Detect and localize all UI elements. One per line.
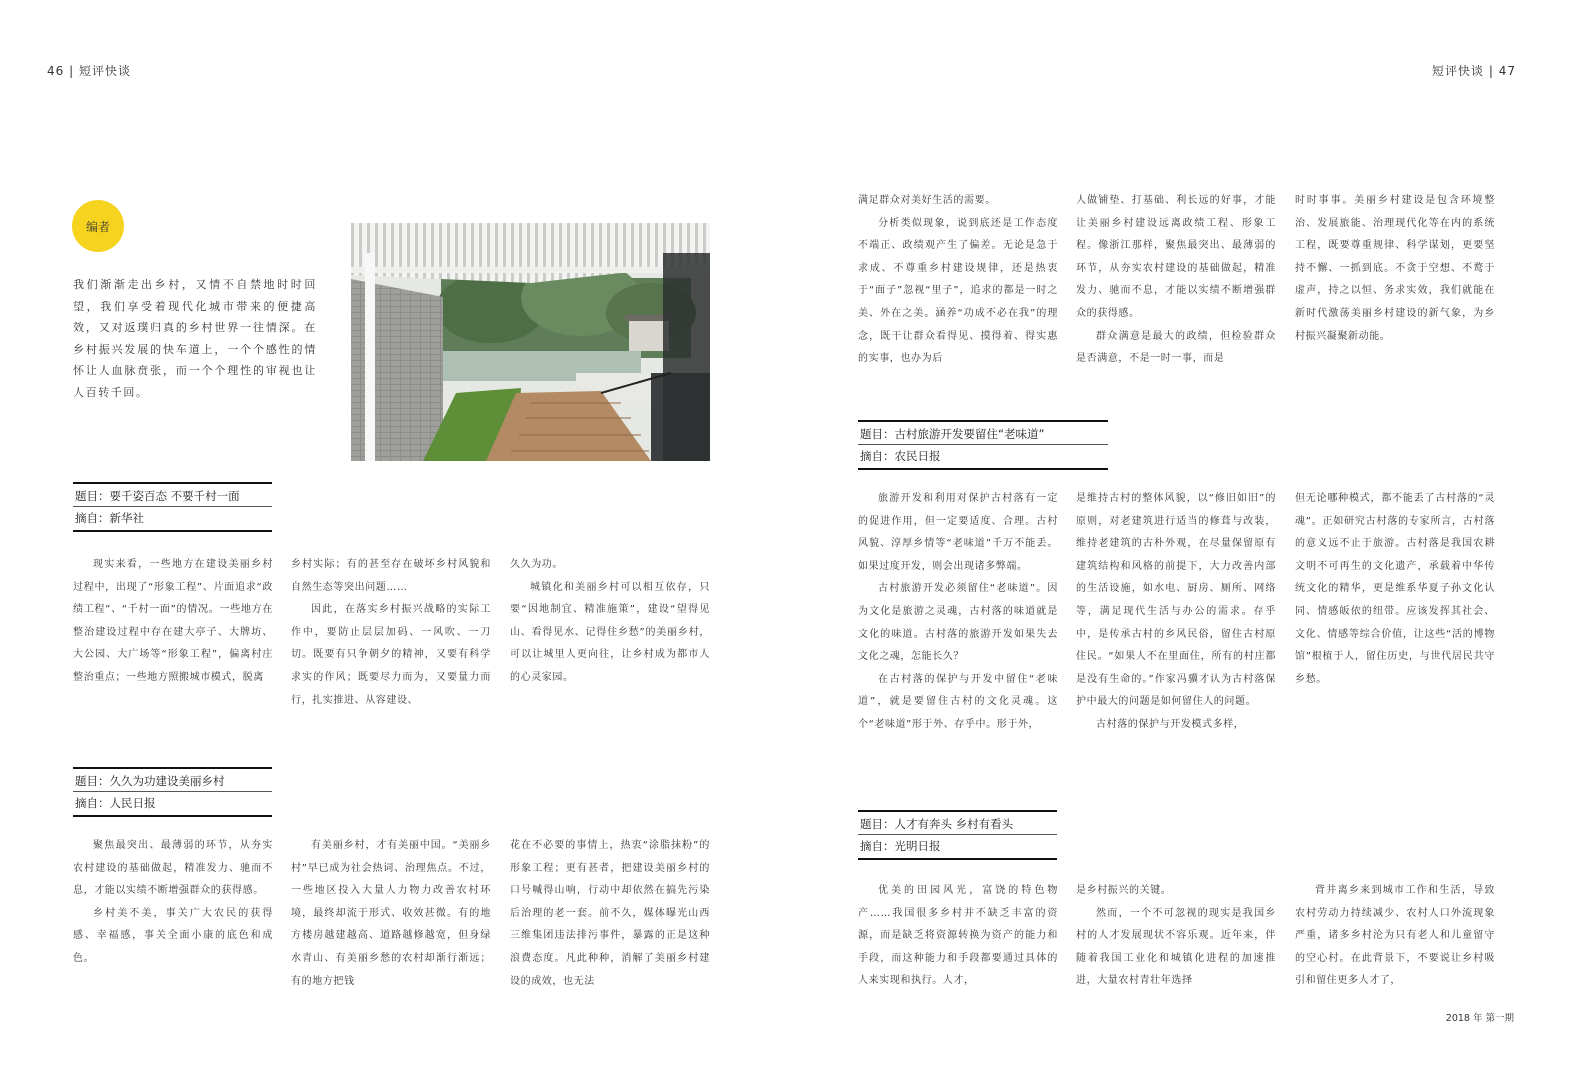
article-4-column-2 xyxy=(1076,880,1276,993)
paragraph: 现实来看，一些地方在建设美丽乡村过程中，出现了“形象工程”、片面追求“政绩工程”、“千村一面”的情况。一些地方在整治建设过程中存在建大亭子、大牌坊、大公园、大广场等“形象工程”，偏离村庄整治重点；一些地方照搬城市模式，脱离 xyxy=(73,559,273,683)
paragraph: 久久为功。 xyxy=(510,559,563,570)
paragraph: 乡村实际；有的甚至存在破坏乡村风貌和自然生态等突出问题…… xyxy=(291,559,491,593)
paragraph: 满足群众对美好生活的需要。 xyxy=(858,195,996,206)
paragraph: 聚焦最突出、最薄弱的环节，从夯实农村建设的基础做起，精准发力、驰而不息，才能以实绩不断增强群众的获得感。 xyxy=(73,840,273,897)
article-4-title xyxy=(858,812,1057,834)
village-courtyard-photo xyxy=(351,223,710,461)
paragraph: 群众满意是最大的政绩，但检验群众是否满意，不是一时一事，而是 xyxy=(1076,330,1276,365)
article-1-title xyxy=(73,484,272,506)
left-page-header xyxy=(47,62,131,79)
right-page-number: 47 xyxy=(1498,64,1516,78)
source-label: 摘自： xyxy=(860,449,895,463)
source-box-bottom-rule xyxy=(858,858,1057,860)
article-2-column-6 xyxy=(1295,190,1495,348)
source-text: 新华社 xyxy=(109,511,144,525)
article-4-source-box xyxy=(858,810,1057,860)
paragraph: 然而，一个不可忽视的现实是我国乡村的人才发展现状不容乐观。近年来，伴随着我国工业化和城镇化进程的加速推进，大量农村青壮年选择 xyxy=(1076,907,1276,987)
article-2-source-box xyxy=(73,767,272,817)
article-3-column-2 xyxy=(1076,488,1276,737)
header-divider: | xyxy=(1488,64,1499,78)
title-text: 古村旅游开发要留住“老味道” xyxy=(894,427,1045,441)
right-section-title: 短评快谈 xyxy=(1432,64,1485,78)
source-text: 人民日报 xyxy=(109,796,156,810)
paragraph: 是维持古村的整体风貌，以“修旧如旧”的原则，对老建筑进行适当的修葺与改装，维持老建筑的古朴外观，在尽量保留原有建筑结构和风格的前提下，大力改善内部的生活设施，如水电、厨房、厕所、网络等，满足现代生活与办公的需求。存乎中，是传承古村的乡风民俗，留住古村原住民。“如果人不在里面住，所有的村庄都是没有生命的。”作家冯骥才认为古村落保护中最大的问题是如何留住人的问题。 xyxy=(1076,493,1276,708)
paragraph: 但无论哪种模式，都不能丢了古村落的“灵魂”。正如研究古村落的专家所言，古村落的意义远不止于旅游。古村落是我国农耕文明不可再生的文化遗产，承载着中华传统文化的精华，更是维系华夏子孙文化认同、情感皈依的纽带。应该发挥其社会、文化、情感等综合价值，让这些“活的博物馆”根植于人，留住历史，与世代居民共守乡愁。 xyxy=(1295,493,1495,685)
title-label: 题目： xyxy=(75,489,110,503)
title-text: 人才有奔头 乡村有看头 xyxy=(894,817,1014,831)
article-1-source xyxy=(73,507,272,530)
title-label: 题目： xyxy=(860,427,895,441)
left-page-number: 46 xyxy=(47,64,65,78)
title-label: 题目： xyxy=(75,774,110,788)
right-page-header xyxy=(1432,62,1516,79)
paragraph: 城镇化和美丽乡村可以相互依存，只要“因地制宜、精准施策”，建设“望得见山、看得见水、记得住乡愁”的美丽乡村，可以让城里人更向往，让乡村成为都市人的心灵家园。 xyxy=(510,581,710,683)
title-text: 要千姿百态 不要千村一面 xyxy=(109,489,240,503)
article-2-title xyxy=(73,769,272,791)
source-label: 摘自： xyxy=(860,839,895,853)
article-4-column-1 xyxy=(858,880,1058,993)
article-1-source-box xyxy=(73,482,272,532)
article-4-column-3 xyxy=(1295,880,1495,993)
paragraph: 是乡村振兴的关键。 xyxy=(1076,885,1172,896)
article-3-title xyxy=(858,422,1108,444)
source-box-bottom-rule xyxy=(858,468,1108,470)
article-4-source xyxy=(858,835,1057,858)
paragraph: 时时事事。美丽乡村建设是包含环境整治、发展旅能、治理现代化等在内的系统工程，既要尊重规律、科学谋划，更要坚持不懈、一抓到底。不贪于空想、不鹜于虚声，持之以恒、务求实效，我们就能在新时代激荡美丽乡村建设的新气象，为乡村振兴凝聚新动能。 xyxy=(1295,195,1495,342)
editor-badge xyxy=(72,200,124,252)
paragraph: 优美的田园风光，富饶的特色物产……我国很多乡村并不缺乏丰富的资源，而是缺乏将资源转换为资产的能力和手段，而这种能力和手段都要通过具体的人来实现和执行。人才， xyxy=(858,885,1058,987)
courtyard-illustration xyxy=(351,223,710,461)
paragraph: 在古村落的保护与开发中留住“老味道”，就是要留住古村的文化灵魂。这个“老味道”形于外、存乎中。形于外， xyxy=(858,673,1058,730)
paragraph: 人做铺垫、打基础、利长远的好事，才能让美丽乡村建设远离政绩工程、形象工程。像浙江那样，聚焦最突出、最薄弱的环节，从夯实农村建设的基础做起，精准发力、驰而不息，才能以实绩不断增强群众的获得感。 xyxy=(1076,195,1276,319)
header-divider: | xyxy=(69,64,79,78)
paragraph: 分析类似现象，说到底还是工作态度不端正、政绩观产生了偏差。无论是急于求成、不尊重乡村建设规律，还是热衷于“面子”忽视“里子”，追求的都是一时之美、外在之美。涵养“功成不必在我”的理念，既干让群众看得见、摸得着、得实惠的实事，也办为后 xyxy=(858,217,1058,365)
article-3-source-box xyxy=(858,420,1108,470)
article-2-column-5 xyxy=(1076,190,1276,371)
source-label: 摘自： xyxy=(75,796,110,810)
source-label: 摘自： xyxy=(75,511,110,525)
article-3-column-1 xyxy=(858,488,1058,737)
article-3-column-3 xyxy=(1295,488,1495,691)
paragraph: 古村旅游开发必须留住“老味道”。因为文化是旅游之灵魂，古村落的味道就是文化的味道。古村落的旅游开发如果失去文化之魂，怎能长久？ xyxy=(858,583,1058,663)
article-2-column-3 xyxy=(510,835,710,993)
paragraph: 旅游开发和利用对保护古村落有一定的促进作用，但一定要适度、合理。古村风貌、淳厚乡情等“老味道”千万不能丢。如果过度开发，则会出现诸多弊端。 xyxy=(858,493,1058,572)
left-section-title: 短评快谈 xyxy=(78,64,131,78)
paragraph: 花在不必要的事情上，热衷“涂脂抹粉”的形象工程；更有甚者，把建设美丽乡村的口号喊得山响，行动中却依然在搞先污染后治理的老一套。前不久，媒体曝光山西三维集团违法排污事件，暴露的正是这种浪费态度。凡此种种，消解了美丽乡村建设的成效，也无法 xyxy=(510,840,710,987)
source-text: 农民日报 xyxy=(894,449,941,463)
issue-footer: 2018 年 第一期 xyxy=(1445,1013,1514,1024)
paragraph: 乡村美不美，事关广大农民的获得感、幸福感，事关全面小康的底色和成色。 xyxy=(73,907,273,964)
title-label: 题目： xyxy=(860,817,895,831)
editor-badge-label: 编者 xyxy=(85,219,110,234)
article-1-column-2 xyxy=(291,554,491,712)
paragraph: 背井离乡来到城市工作和生活，导致农村劳动力持续减少、农村人口外流现象严重，诸多乡村沦为只有老人和儿童留守的空心村。在此背景下，不要说让乡村吸引和留住更多人才了， xyxy=(1295,885,1495,987)
editor-intro: 我们渐渐走出乡村，又情不自禁地时时回望，我们享受着现代化城市带来的便捷高效，又对返璞归真的乡村世界一往情深。在乡村振兴发展的快车道上，一个个感性的情怀让人血脉贲张，而一个个理性的审视也让人百转千回。 xyxy=(73,278,317,399)
article-1-column-1 xyxy=(73,554,273,690)
title-text: 久久为功建设美丽乡村 xyxy=(109,774,225,788)
article-2-source xyxy=(73,792,272,815)
paragraph: 古村落的保护与开发模式多样， xyxy=(1096,718,1245,730)
source-text: 光明日报 xyxy=(894,839,941,853)
article-2-column-2 xyxy=(291,835,491,993)
article-2-column-1 xyxy=(73,835,273,971)
source-box-bottom-rule xyxy=(73,815,272,817)
article-2-column-4 xyxy=(858,190,1058,371)
paragraph: 因此，在落实乡村振兴战略的实际工作中，要防止层层加码、一风吹、一刀切。既要有只争朝夕的精神，又要有科学求实的作风；既要尽力而为，又要量力而行，扎实推进、从容建设、 xyxy=(291,604,491,706)
article-1-column-3 xyxy=(510,554,710,690)
paragraph: 有美丽乡村，才有美丽中国。“美丽乡村”早已成为社会热词、治理焦点。不过，一些地区投入大量人力物力改善农村环境，最终却流于形式、收效甚微。有的地方楼房越建越高、道路越修越宽，但身绿水青山、有美丽乡愁的农村却渐行渐远；有的地方把钱 xyxy=(291,840,491,987)
article-3-source xyxy=(858,445,1108,468)
source-box-bottom-rule xyxy=(73,530,272,532)
